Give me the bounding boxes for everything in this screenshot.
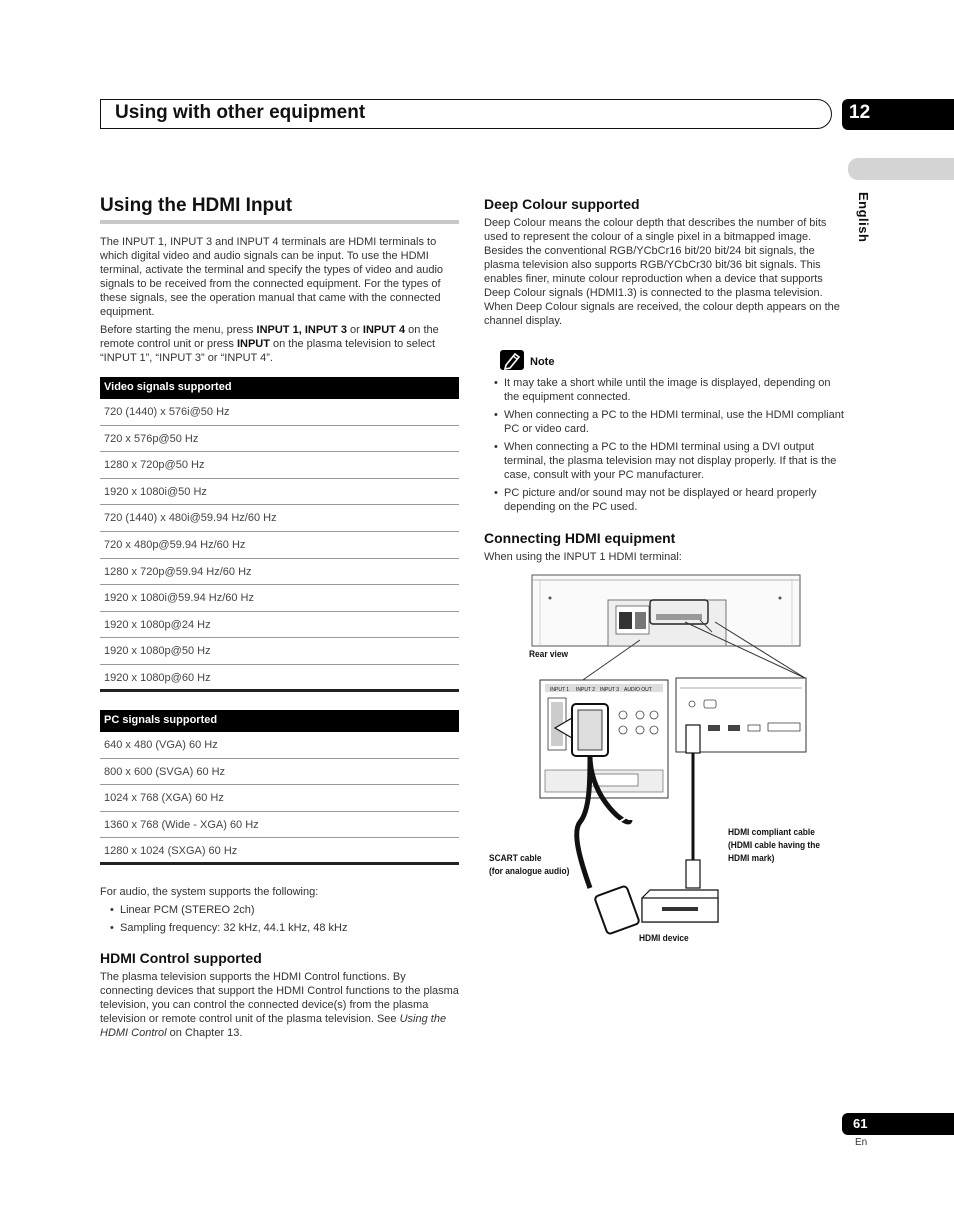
tv-rear-illustration [532,575,800,646]
table-row: 800 x 600 (SVGA) 60 Hz [100,759,459,786]
connecting-title: Connecting HDMI equipment [484,530,676,546]
list-item: • Sampling frequency: 32 kHz, 44.1 kHz, 48 kHz [109,921,459,935]
video-signals-table [100,377,459,692]
pc-table-header: PC signals supported [100,710,459,732]
section-title: Using the HDMI Input [100,195,293,216]
language-label: English [856,192,871,243]
page-language: En [855,1137,868,1148]
table-row: 1280 x 720p@50 Hz [100,452,459,479]
list-item: • When connecting a PC to the HDMI terminal, use the HDMI compliant PC or video card. [493,408,844,436]
table-row: 1920 x 1080p@24 Hz [100,612,459,639]
scart-cable-label: SCART cable (for analogue audio) [489,853,570,877]
chapter-header-bar [100,99,832,129]
hdmi-cable-label: HDMI compliant cable (HDMI cable having the HDMI mark) [728,827,820,864]
table-row: 1920 x 1080p@50 Hz [100,638,459,665]
page-number: 61 [842,1113,954,1135]
rear-view-label: Rear view [529,649,569,660]
svg-text:INPUT 3: INPUT 3 [600,687,620,693]
table-row: 1360 x 768 (Wide - XGA) 60 Hz [100,812,459,839]
intro-paragraph: The INPUT 1, INPUT 3 and INPUT 4 terminals are HDMI terminals to which digital video and audio signals can be input. To use the HDMI terminal, activate the terminal and specify the types of video and audio signals to be received from the connected equipment. For the types of these signals, see the operation manual that came with the connected equipment. [100,236,444,318]
list-item: • Linear PCM (STEREO 2ch) [109,903,459,917]
table-row: 720 (1440) x 576i@50 Hz [100,399,459,426]
list-item: • It may take a short while until the image is displayed, depending on the equipment connected. [493,376,844,404]
deep-colour-title: Deep Colour supported [484,196,640,212]
audio-list [109,903,459,939]
list-item: • PC picture and/or sound may not be displayed or heard properly depending on the PC used. [493,486,844,514]
video-table-header: Video signals supported [100,377,459,399]
table-row: 720 (1440) x 480i@59.94 Hz/60 Hz [100,505,459,532]
hdmi-control-paragraph: The plasma television supports the HDMI Control functions. By connecting devices that support the HDMI Control functions to the plasma television, you can control the connected device(s) from the plasma television or remote control unit of the plasma television. See Using the HDMI Control on Chapter 13. [100,971,459,1039]
section-title-rule [100,220,459,224]
table-row: 1024 x 768 (XGA) 60 Hz [100,785,459,812]
svg-text:AUDIO OUT: AUDIO OUT [624,687,652,693]
hdmi-device-label: HDMI device [639,933,689,944]
table-row: 1280 x 720p@59.94 Hz/60 Hz [100,559,459,586]
note-list [493,376,844,518]
note-title: Note [530,356,555,368]
chapter-title: Using with other equipment [115,102,366,123]
table-row: 1920 x 1080p@60 Hz [100,665,459,692]
table-row: 640 x 480 (VGA) 60 Hz [100,732,459,759]
language-tab [848,158,954,180]
hdmi-control-title: HDMI Control supported [100,950,262,966]
audio-intro: For audio, the system supports the following: [100,886,319,898]
pc-signals-table [100,710,459,865]
hdmi-device-illustration [642,890,718,922]
svg-text:INPUT 1: INPUT 1 [550,687,570,693]
deep-colour-paragraph: Deep Colour means the colour depth that describes the number of bits used to represent the colour of a single pixel in a bitmapped image. Besides the conventional RGB/YCbCr16 bit/20 bit/24 bit signals, the plasma television also supports RGB/YCbCr30 bit/36 bit signals. This enables finer, minute colour reproduction when a device that supports Deep Colour signals (HDMI1.3) is connected to the plasma television. When Deep Colour signals are received, the colour depth appears on the channel display. [484,217,840,327]
connecting-subtitle: When using the INPUT 1 HDMI terminal: [484,551,682,563]
chapter-number: 12 [842,99,954,130]
svg-text:INPUT 2: INPUT 2 [576,687,596,693]
list-item: • When connecting a PC to the HDMI terminal using a DVI output terminal, the plasma television may not display properly. If that is the case, consult with your PC manufacturer. [493,440,844,482]
note-pencil-icon [500,350,524,370]
table-row: 1920 x 1080i@50 Hz [100,479,459,506]
table-row: 1280 x 1024 (SXGA) 60 Hz [100,838,459,865]
table-row: 720 x 576p@50 Hz [100,426,459,453]
table-row: 720 x 480p@59.94 Hz/60 Hz [100,532,459,559]
table-row: 1920 x 1080i@59.94 Hz/60 Hz [100,585,459,612]
hdmi-connection-diagram [480,570,830,950]
before-paragraph: Before starting the menu, press INPUT 1, INPUT 3 or INPUT 4 on the remote control unit or press INPUT on the plasma television to select “INPUT 1”, “INPUT 3” or “INPUT 4”. [100,324,439,364]
